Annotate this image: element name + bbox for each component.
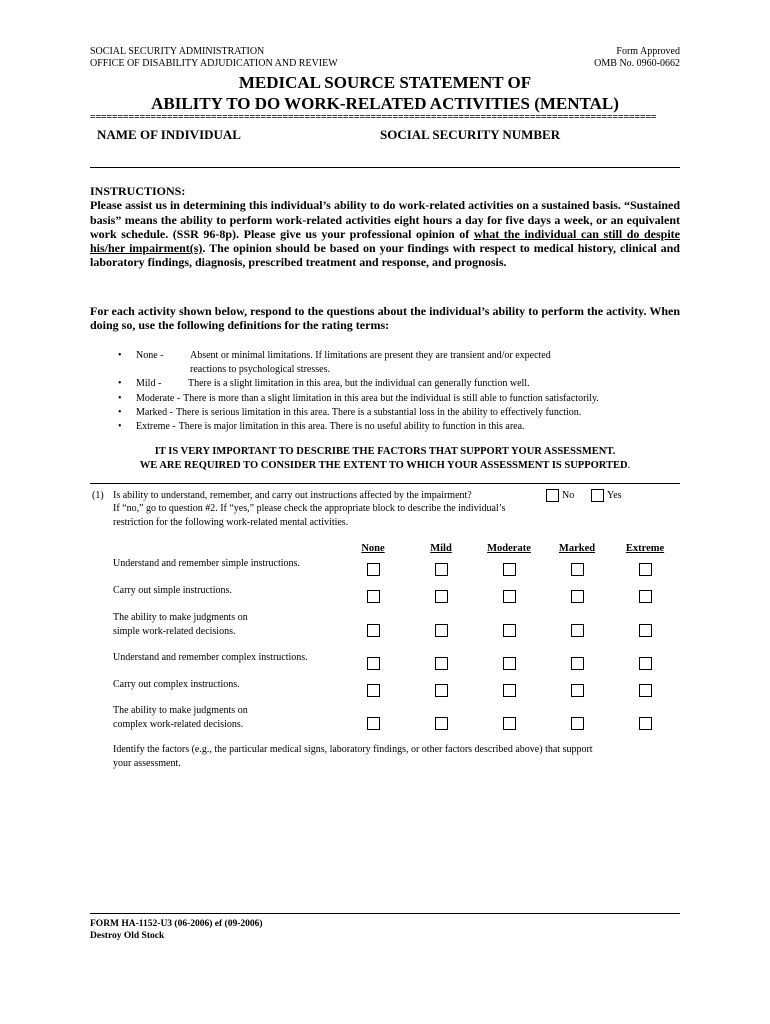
activity-2-text: Carry out simple instructions. (113, 585, 232, 596)
yes-label: Yes (607, 490, 622, 501)
ssn-label: SOCIAL SECURITY NUMBER (380, 127, 561, 142)
rating-checkbox-6-mild[interactable] (435, 717, 448, 730)
rating-checkbox-5-moderate[interactable] (503, 684, 516, 697)
rating-definitions (118, 349, 688, 434)
activity-6-text-2: complex work-related decisions. (113, 718, 244, 730)
no-checkbox[interactable] (546, 489, 559, 502)
definition-moderate (118, 392, 688, 406)
instructions-paragraph-2: For each activity shown below, respond to the questions about the individual’s ability to perform the activity. When doing so, use the following definitions for the rating terms: (90, 304, 680, 333)
activity-3-text-2: simple work-related decisions. (113, 625, 236, 637)
agency-line-1: SOCIAL SECURITY ADMINISTRATION (90, 46, 265, 57)
column-header-extreme: Extreme (625, 543, 665, 554)
rating-checkbox-5-mild[interactable] (435, 684, 448, 697)
activity-4-label (113, 651, 353, 665)
definition-text: There is major limitation in this area. There is no useful ability to function in this area. (178, 421, 525, 433)
question-1-text: Is ability to understand, remember, and carry out instructions affected by the impairment? (113, 490, 472, 501)
instructions-paragraph-1 (90, 198, 680, 269)
rating-checkbox-1-extreme[interactable] (639, 563, 652, 576)
definition-none (118, 349, 688, 363)
definition-term: None - (136, 350, 164, 361)
column-header-marked: Marked (558, 543, 596, 554)
activity-6-text: The ability to make judgments on (113, 705, 248, 716)
identify-line-2: your assessment. (113, 758, 181, 769)
rating-checkbox-4-extreme[interactable] (639, 657, 652, 670)
rating-checkbox-4-mild[interactable] (435, 657, 448, 670)
instructions-heading: INSTRUCTIONS: (90, 184, 186, 198)
bullet-icon: • (118, 406, 122, 418)
rating-checkbox-6-marked[interactable] (571, 717, 584, 730)
question-1 (92, 489, 682, 529)
instructions-underlined-text: what the individual can still do despite his/her impairment(s) (90, 226, 680, 256)
column-header-moderate: Moderate (487, 543, 531, 554)
name-ssn-field[interactable] (90, 167, 680, 168)
activity-1-text: Understand and remember simple instructions. (113, 558, 300, 569)
bullet-spacer (118, 363, 136, 377)
rating-checkbox-2-none[interactable] (367, 590, 380, 603)
form-number: FORM HA-1152-U3 (06-2006) ef (09-2006) (90, 919, 263, 929)
instructions-text-end: . The opinion should be based on your findings with respect to medical history, clinical and laboratory findings, diagnosis, prescribed treatment and response, and prognosis. (90, 241, 680, 270)
important-line-2 (0, 459, 770, 473)
bullet-icon: • (118, 378, 122, 390)
column-header-mild: Mild (430, 543, 452, 554)
term-spacer (136, 363, 190, 377)
rating-checkbox-3-none[interactable] (367, 624, 380, 637)
definition-text: Absent or minimal limitations. If limitations are present they are transient and/or expected (190, 350, 551, 361)
definition-extreme (118, 420, 688, 434)
rating-checkbox-2-extreme[interactable] (639, 590, 652, 603)
question-1-line-1 (92, 489, 682, 502)
activity-3-text: The ability to make judgments on (113, 612, 248, 623)
definition-mild (118, 377, 688, 391)
rating-checkbox-3-moderate[interactable] (503, 624, 516, 637)
bullet-icon: • (118, 392, 122, 404)
important-notice (0, 445, 770, 472)
rating-checkbox-4-marked[interactable] (571, 657, 584, 670)
activity-5-text: Carry out complex instructions. (113, 679, 240, 690)
definition-none-continued (118, 363, 688, 377)
activity-1-label (113, 557, 353, 571)
name-of-individual-label: NAME OF INDIVIDUAL (97, 127, 241, 142)
instructions-block (90, 184, 680, 270)
agency-line-2: OFFICE OF DISABILITY ADJUDICATION AND REVIEW (90, 58, 338, 69)
form-footer (90, 918, 263, 942)
important-line-1: IT IS VERY IMPORTANT TO DESCRIBE THE FACTORS THAT SUPPORT YOUR ASSESSMENT. (154, 446, 616, 457)
definition-term: Extreme - (136, 421, 176, 433)
instructions-text: Please assist us in determining this individual’s ability to do work-related activities on a sustained basis. “Sustained basis” means the ability to perform work-related activities eight hours a day for five days a week, or an equivalent work schedule. (SSR 96-8p). Please give us your professional opinion of (90, 198, 680, 241)
definition-text: There is more than a slight limitation in this area but the individual is still able to function satisfactorily. (183, 392, 599, 404)
rating-checkbox-5-none[interactable] (367, 684, 380, 697)
definition-text: There is a slight limitation in this area, but the individual can generally function well. (188, 378, 530, 390)
rating-checkbox-5-extreme[interactable] (639, 684, 652, 697)
rating-checkbox-4-moderate[interactable] (503, 657, 516, 670)
activity-4-text: Understand and remember complex instructions. (113, 652, 308, 663)
rating-checkbox-2-moderate[interactable] (503, 590, 516, 603)
definition-text-continued: reactions to psychological stresses. (190, 364, 330, 376)
bullet-icon: • (118, 421, 122, 433)
omb-number: OMB No. 0960-0662 (594, 58, 680, 69)
rating-checkbox-3-extreme[interactable] (639, 624, 652, 637)
definition-term: Moderate - (136, 392, 181, 404)
form-approved: Form Approved (616, 46, 680, 57)
no-label: No (562, 490, 575, 501)
rating-checkbox-2-mild[interactable] (435, 590, 448, 603)
question-1-line-3: restriction for the following work-related mental activities. (113, 516, 349, 528)
section-divider (90, 483, 680, 484)
definition-term: Marked - (136, 406, 173, 418)
form-title-line-2: ABILITY TO DO WORK-RELATED ACTIVITIES (MENTAL) (151, 94, 619, 113)
rating-checkbox-1-moderate[interactable] (503, 563, 516, 576)
rating-checkbox-1-mild[interactable] (435, 563, 448, 576)
footer-rule (90, 913, 680, 914)
identify-line-1: Identify the factors (e.g., the particular medical signs, laboratory findings, or other factors described above) that support (113, 744, 593, 755)
important-line-2-period: . (627, 459, 631, 471)
rating-checkbox-1-none[interactable] (367, 563, 380, 576)
rating-checkbox-3-marked[interactable] (571, 624, 584, 637)
question-1-line-2: If “no,” go to question #2. If “yes,” please check the appropriate block to describe the individual’s (113, 503, 506, 515)
rating-checkbox-5-marked[interactable] (571, 684, 584, 697)
destroy-old-stock: Destroy Old Stock (90, 931, 165, 941)
identify-factors (113, 743, 673, 771)
rating-checkbox-6-moderate[interactable] (503, 717, 516, 730)
rating-checkbox-1-marked[interactable] (571, 563, 584, 576)
activity-2-label (113, 584, 353, 598)
form-title-line-1: MEDICAL SOURCE STATEMENT OF (238, 73, 532, 92)
definition-term: Mild - (136, 378, 162, 390)
activity-5-label (113, 678, 353, 692)
rating-checkbox-6-extreme[interactable] (639, 717, 652, 730)
approval-header (594, 46, 680, 70)
activity-3-label (113, 611, 353, 638)
yes-checkbox[interactable] (591, 489, 604, 502)
rating-checkbox-4-none[interactable] (367, 657, 380, 670)
rating-checkbox-2-marked[interactable] (571, 590, 584, 603)
question-number: (1) (92, 490, 104, 501)
important-line-2-text: WE ARE REQUIRED TO CONSIDER THE EXTENT TO WHICH YOUR ASSESSMENT IS SUPPORTED (139, 459, 628, 471)
column-header-none: None (361, 543, 385, 554)
rating-checkbox-3-mild[interactable] (435, 624, 448, 637)
rating-checkbox-6-none[interactable] (367, 717, 380, 730)
activity-6-label (113, 704, 353, 731)
definition-text: There is serious limitation in this area. There is a substantial loss in the ability to effectively function. (175, 406, 582, 418)
definition-marked (118, 406, 688, 420)
separator-line: ======================================================================================================= (90, 113, 657, 123)
agency-header (90, 46, 338, 70)
bullet-icon: • (118, 350, 122, 361)
